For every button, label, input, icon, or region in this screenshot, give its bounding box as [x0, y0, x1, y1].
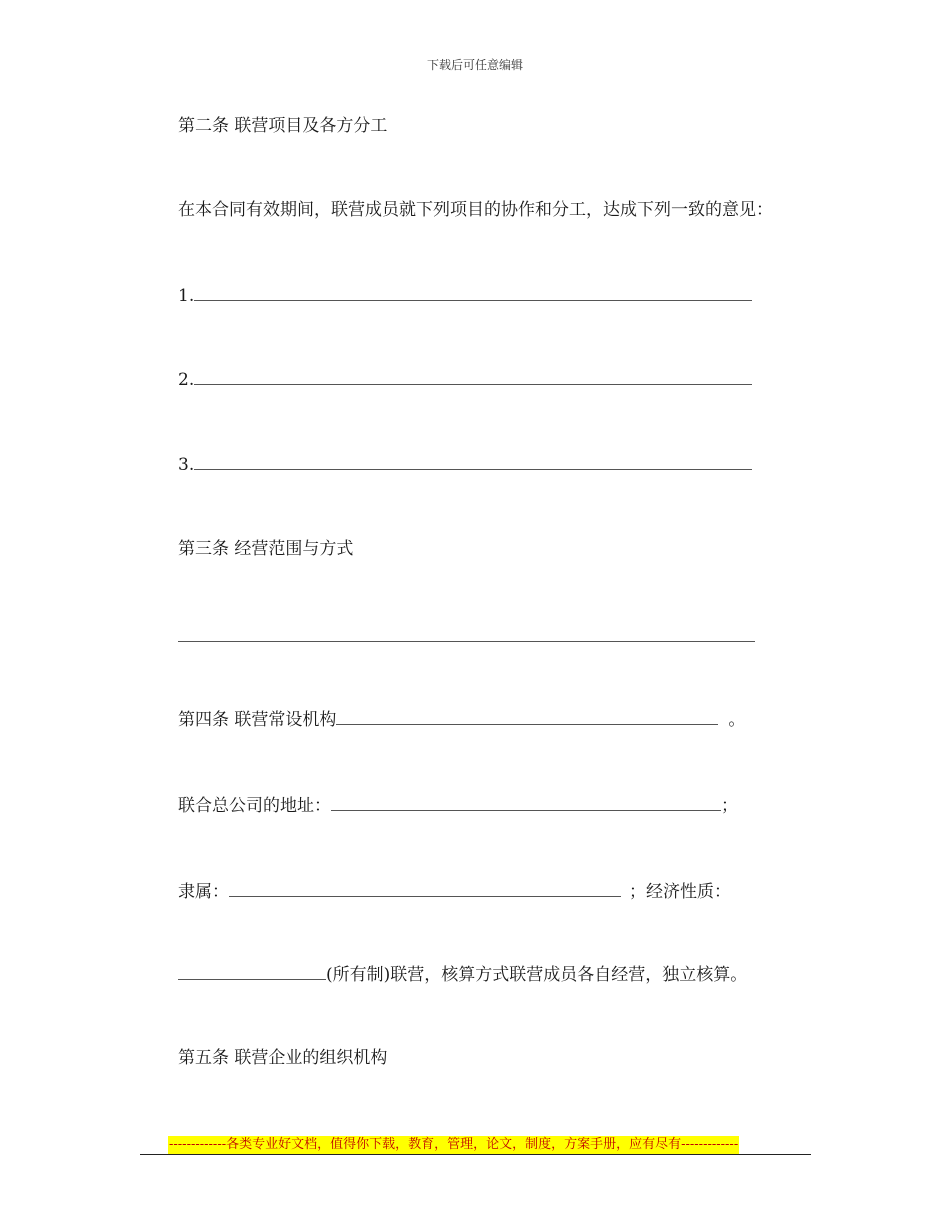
ownership-blank[interactable] [178, 963, 326, 980]
item-number: 1. [178, 286, 195, 306]
article-3-title: 第三条 经营范围与方式 [178, 539, 354, 559]
article-5-title: 第五条 联营企业的组织机构 [178, 1048, 388, 1068]
footer-banner: -------------各类专业好文档，值得你下载，教育，管理，论文，制度，方案手册，应有尽有------------- [169, 1137, 739, 1152]
article-2-title: 第二条 联营项目及各方分工 [178, 116, 388, 136]
article-2-item-1 [178, 284, 752, 307]
office-blank[interactable] [336, 708, 718, 725]
address-blank[interactable] [331, 794, 721, 811]
article-2-intro: 在本合同有效期间，联营成员就下列项目的协作和分工，达成下列一致的意见： [178, 200, 773, 220]
affiliation-blank[interactable] [229, 880, 621, 897]
affiliation-end: ；经济性质： [629, 882, 731, 902]
article-2-item-3 [178, 453, 752, 476]
page-header-note: 下载后可任意编辑 [426, 58, 523, 72]
item-number: 3. [178, 455, 195, 475]
article-4-title: 第四条 联营常设机构 [178, 710, 337, 730]
business-scope-blank[interactable] [178, 641, 755, 642]
article-4-title-line [178, 708, 745, 731]
article-2-item-2 [178, 368, 752, 391]
footer-rule [140, 1154, 811, 1155]
article-4-title-end: 。 [728, 710, 746, 730]
ownership-line [178, 963, 747, 986]
address-label: 联合总公司的地址： [178, 796, 331, 816]
address-end: ； [721, 796, 738, 816]
item-1-blank[interactable] [194, 284, 752, 301]
ownership-text: (所有制)联营，核算方式联营成员各自经营，独立核算。 [326, 965, 748, 985]
address-line [178, 794, 738, 817]
item-3-blank[interactable] [194, 453, 752, 470]
affiliation-line [178, 880, 731, 903]
item-2-blank[interactable] [194, 368, 752, 385]
affiliation-label: 隶属： [178, 882, 229, 902]
item-number: 2. [178, 370, 195, 390]
